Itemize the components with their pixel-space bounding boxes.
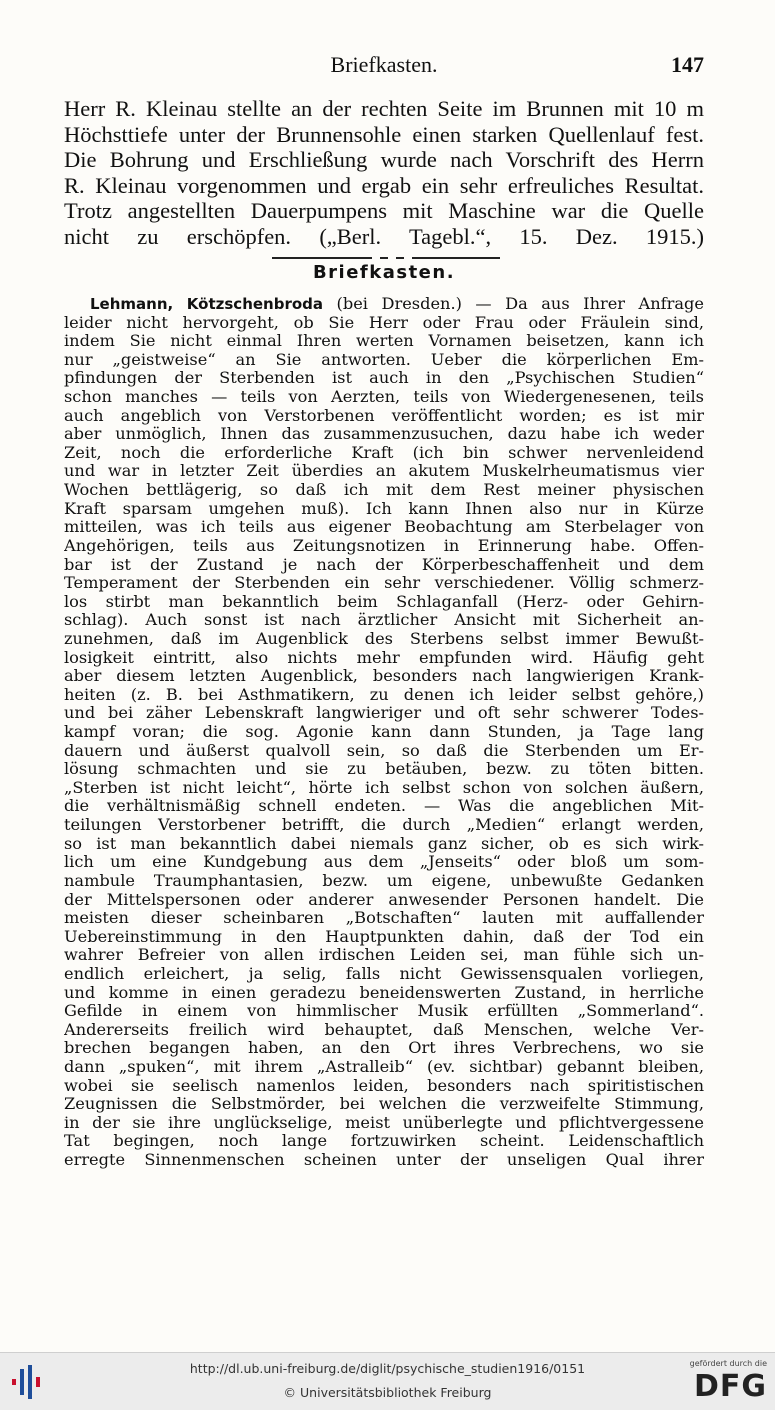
letter-line: aber unmöglich, Ihnen das zusammenzusuchen, dazu habe ich weder	[64, 425, 704, 444]
letter-line: dauern und äußerst qualvoll sein, so daß die Sterbenden um Er-	[64, 741, 704, 760]
letter-line: brechen begangen haben, an den Ort ihres Verbrechens, wo sie	[64, 1039, 704, 1058]
letter-line: aber diesem letzten Augenblick, besonders nach langwierigen Krank-	[64, 667, 704, 686]
letter-line: Temperament der Sterbenden ein sehr verschiedener. Völlig schmerz-	[64, 574, 704, 593]
letter-addressee: Lehmann, Kötzschenbroda	[90, 295, 324, 313]
letter-line: Uebereinstimmung in den Hauptpunkten dahin, daß der Tod ein	[64, 927, 704, 946]
letter-line: wobei sie seelisch namenlos leiden, besonders nach spiritistischen	[64, 1076, 704, 1095]
intro-line: Herr R. Kleinau stellte an der rechten Seite im Brunnen mit 10 m	[64, 96, 704, 121]
letter-line: Andererseits freilich wird behauptet, daß Menschen, welche Ver-	[64, 1020, 704, 1039]
letter-line: „Sterben ist nicht leicht“, hörte ich selbst schon von solchen äußern,	[64, 778, 704, 797]
letter-line: meisten dieser scheinbaren „Botschaften“ lauten mit auffallender	[64, 909, 704, 928]
letter-line: leider nicht hervorgeht, ob Sie Herr oder Frau oder Fräulein sind,	[64, 313, 704, 332]
letter-line: und bei zäher Lebenskraft langwieriger und oft sehr schwerer Todes-	[64, 704, 704, 723]
letter-line: indem Sie nicht einmal Ihren werten Vornamen beisetzen, kann ich	[64, 332, 704, 351]
letter-line: kampf voran; die sog. Agonie kann dann Stunden, ja Tage lang	[64, 723, 704, 742]
intro-line: R. Kleinau vorgenommen und ergab ein sehr erfreuliches Resultat.	[64, 172, 704, 198]
letter-line: und war in letzter Zeit überdies an akutem Muskelrheumatismus vier	[64, 462, 704, 481]
letter-line: Kraft sparsam umgehen muß). Ich kann Ihnen also nur in Kürze	[64, 499, 704, 518]
letter-line: Tat begingen, noch lange fortzuwirken scheint. Leidenschaftlich	[64, 1132, 704, 1151]
letter-line: mitteilen, was ich teils aus eigener Beobachtung am Sterbelager von	[64, 518, 704, 537]
document-url-link[interactable]: http://dl.ub.uni-freiburg.de/diglit/psychische_studien1916/0151	[189, 1361, 586, 1376]
letter-line: Zeugnissen die Selbstmörder, bei welchen die verzweifelte Stimmung,	[64, 1095, 704, 1114]
letter-line: schlag). Auch sonst ist nach ärztlicher Ansicht mit Sicherheit an-	[64, 611, 704, 630]
letter-line: Angehörigen, teils aus Zeitungsnotizen in Erinnerung habe. Offen-	[64, 536, 704, 555]
dfg-logo-icon	[667, 1359, 767, 1405]
letter-line: dann „spuken“, mit ihrem „Astralleib“ (ev. sichtbar) gebannt bleiben,	[64, 1057, 704, 1076]
letter-line: losigkeit eintritt, also nichts mehr empfunden wird. Häufig geht	[64, 648, 704, 667]
letter-line: Gefilde in einem von himmlischer Musik erfüllten „Sommerland“.	[64, 1002, 704, 1021]
letter-line: lich um eine Kundgebung aus dem „Jenseits“ oder bloß um som-	[64, 853, 704, 872]
intro-line: Die Bohrung und Erschließung wurde nach Vorschrift des Herrn	[64, 147, 704, 173]
section-separator-rule	[272, 257, 500, 261]
funding-note: gefördert durch die	[689, 1359, 767, 1368]
letter-line: Zeit, noch die erforderliche Kraft (ich bin schwer nervenleidend	[64, 443, 704, 462]
section-heading: Briefkasten.	[312, 262, 456, 283]
letter-first-line-rest: (bei Dresden.) — Da aus Ihrer Anfrage	[323, 295, 704, 313]
letter-line: auch angeblich von Verstorbenen veröffentlicht worden; es ist mir	[64, 406, 704, 425]
running-title: Briefkasten.	[330, 52, 438, 77]
letter-line: die verhältnismäßig schnell endeten. — Was die angeblichen Mit-	[64, 797, 704, 816]
letter-line: schon manches — teils von Aerzten, teils von Wiedergenesenen, teils	[64, 388, 704, 407]
letter-line: pfindungen der Sterbenden ist auch in den „Psychischen Studien“	[64, 369, 704, 388]
letter-first-line	[64, 295, 704, 314]
viewer-footer	[0, 1352, 775, 1410]
intro-line: Höchsttiefe unter der Brunnensohle einen starken Quellenlauf fest.	[64, 121, 704, 147]
letter-line: wahrer Befreier von allen irdischen Leiden sei, man fühle sich un-	[64, 946, 704, 965]
funder-logo-text: DFG	[693, 1369, 767, 1404]
letter-line: nambule Traumphantasien, bezw. um eigene, unbewußte Gedanken	[64, 871, 704, 890]
letter-line: heiten (z. B. bei Asthmatikern, zu denen ich leider selbst gehöre,)	[64, 685, 704, 704]
letter-line: der Mittelspersonen oder anderer anwesender Personen handelt. Die	[64, 890, 704, 909]
running-head	[64, 52, 704, 82]
letter-line: lösung schmachten und sie zu betäuben, bezw. zu töten bitten.	[64, 760, 704, 779]
letter-line: und komme in einen geradezu beneidenswerten Zustand, in herrliche	[64, 983, 704, 1002]
intro-paragraph	[64, 96, 704, 250]
letter-line: nur „geistweise“ an Sie antworten. Ueber die körperlichen Em-	[64, 350, 704, 369]
letter-line: zunehmen, daß im Augenblick des Sterbens selbst immer Bewußt-	[64, 629, 704, 648]
letter-body	[64, 295, 704, 1170]
letter-line: erregte Sinnenmenschen scheinen unter der unseligen Qual ihrer	[64, 1151, 704, 1170]
letter-line: endlich erleichert, ja selig, falls nicht Gewissensqualen vorliegen,	[64, 964, 704, 983]
copyright-notice: © Universitätsbibliothek Freiburg	[283, 1385, 492, 1400]
letter-line: los stirbt man bekanntlich beim Schlaganfall (Herz- oder Gehirn-	[64, 592, 704, 611]
letter-line: so ist man bekanntlich dabei niemals ganz sicher, ob es sich wirk-	[64, 834, 704, 853]
page-number: 147	[671, 52, 704, 77]
letter-line: Wochen bettlägerig, so daß ich mit dem Rest meiner physischen	[64, 481, 704, 500]
intro-line: Trotz angestellten Dauerpumpens mit Maschine war die Quelle	[64, 198, 704, 224]
letter-line: teilungen Verstorbener betrifft, die durch „Medien“ erlangt werden,	[64, 816, 704, 835]
letter-line: bar ist der Zustand je nach der Körperbeschaffenheit und dem	[64, 555, 704, 574]
letter-line: in der sie ihre unglückselige, meist unüberlegte und pflichtvergessene	[64, 1113, 704, 1132]
intro-line: nicht zu erschöpfen. („Berl. Tagebl.“, 15. Dez. 1915.)	[64, 223, 704, 249]
